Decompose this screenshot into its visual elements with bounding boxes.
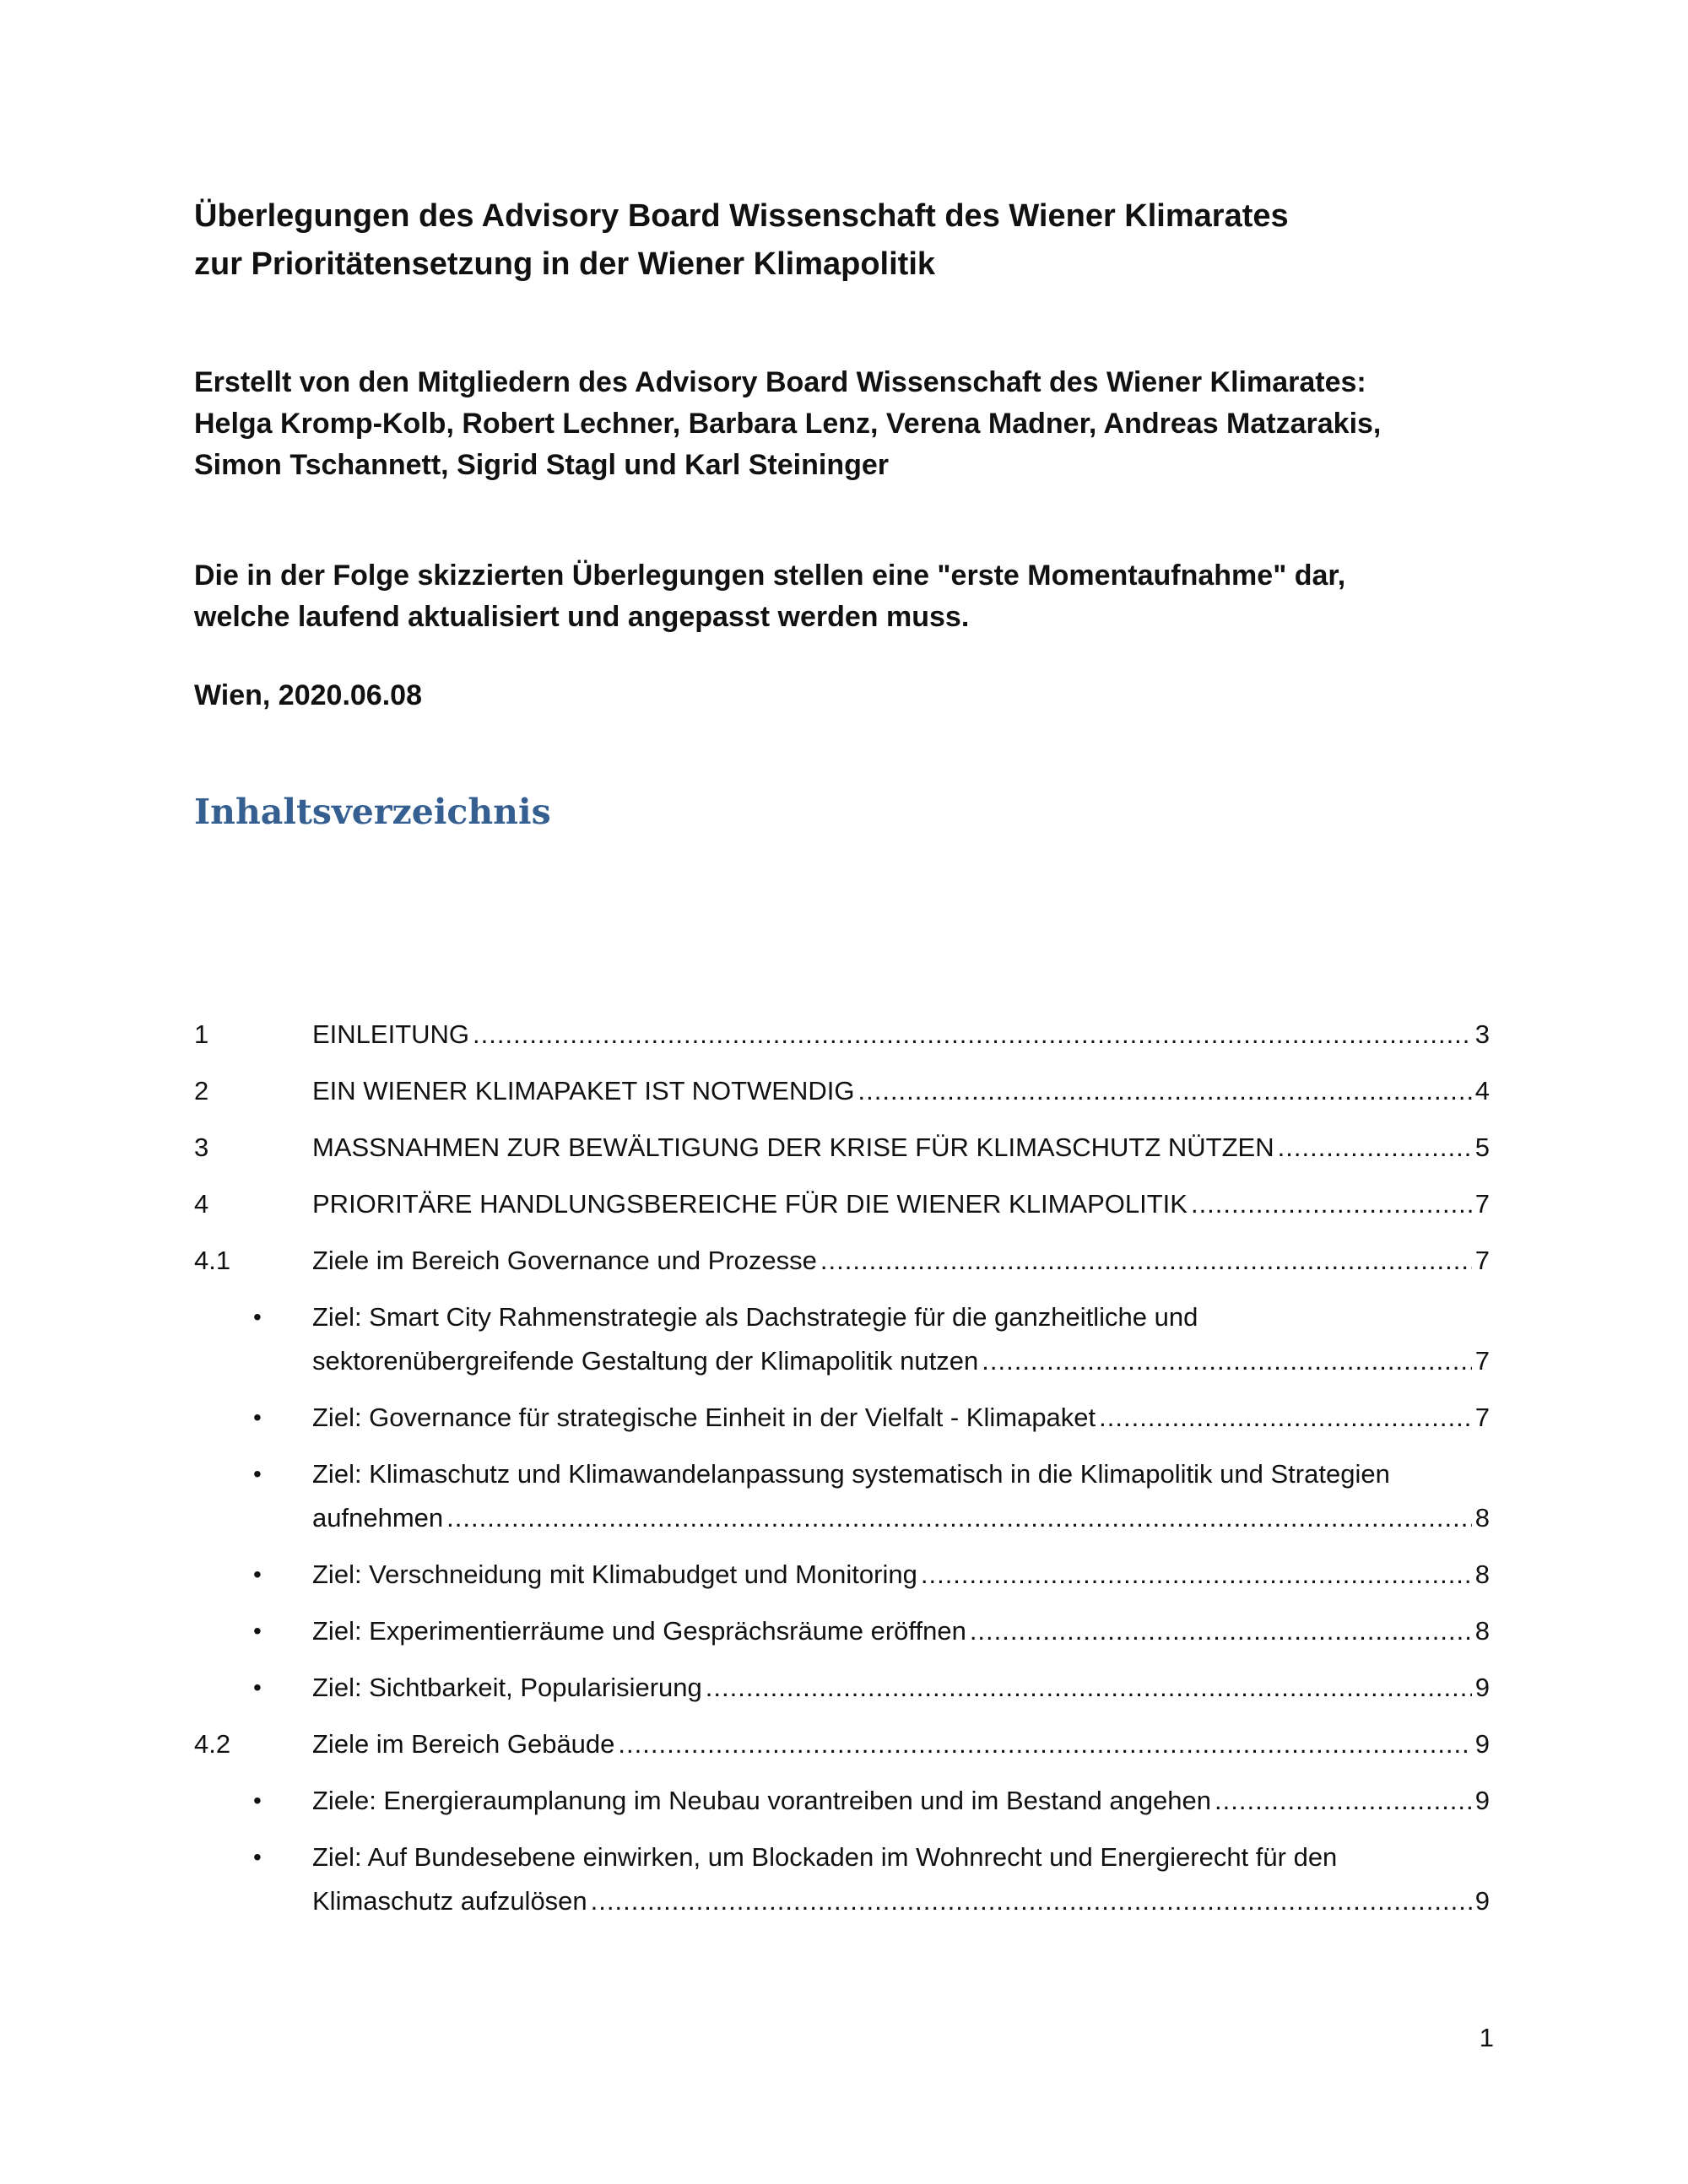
page-number: 1 [1479,2023,1494,2052]
toc-entry-line [312,1609,1490,1653]
bullet-icon: • [253,1461,262,1487]
toc-entry-number: 4 [194,1189,209,1219]
toc-entry-text[interactable]: Klimaschutz aufzulösen [312,1886,587,1916]
toc-dot-leader [706,1666,1472,1710]
bullet-icon: • [253,1404,262,1430]
toc-entry-line [312,1126,1490,1170]
toc-entry-page[interactable]: 9 [1474,1729,1490,1759]
toc-dot-leader [1191,1182,1472,1226]
toc-entry[interactable] [194,1666,1490,1710]
toc-entry-page[interactable]: 3 [1474,1019,1490,1049]
toc-entry-line [312,1182,1490,1226]
bullet-icon: • [253,1618,262,1644]
toc-entry-number: 1 [194,1019,209,1049]
document-title [194,192,1511,289]
toc-entry-body [312,1069,1490,1113]
toc-entry-page[interactable]: 5 [1474,1133,1490,1162]
bullet-icon: • [253,1787,262,1814]
toc-entry-text-first-line: Ziel: Smart City Rahmenstrategie als Dachstrategie für die ganzheitliche und [312,1302,1198,1332]
toc-entry[interactable] [194,1126,1490,1170]
toc-entry[interactable] [194,1779,1490,1823]
toc-entry[interactable] [194,1396,1490,1440]
toc-entry-text-first-line: Ziel: Auf Bundesebene einwirken, um Blockaden im Wohnrecht und Energierecht für den [312,1842,1338,1872]
toc-dot-leader [921,1553,1472,1597]
authors-block [194,362,1511,486]
toc-entry[interactable] [194,1835,1490,1923]
toc-entry-page[interactable]: 9 [1474,1886,1490,1916]
toc-entry-page[interactable]: 8 [1474,1560,1490,1589]
toc-entry-body [312,1239,1490,1283]
table-of-contents [194,1013,1490,1936]
toc-entry-number: 4.1 [194,1246,231,1275]
bullet-icon: • [253,1844,262,1870]
toc-dot-leader [591,1879,1472,1923]
toc-dot-leader [618,1722,1471,1766]
toc-entry-body [312,1609,1490,1653]
toc-entry-page[interactable]: 7 [1474,1403,1490,1432]
toc-dot-leader [820,1239,1472,1283]
toc-entry-text[interactable]: PRIORITÄRE HANDLUNGSBEREICHE FÜR DIE WIENER KLIMAPOLITIK [312,1189,1188,1219]
toc-entry-page[interactable]: 8 [1474,1503,1490,1533]
toc-entry-number: 4.2 [194,1729,231,1759]
authors-line-3: Simon Tschannett, Sigrid Stagl und Karl Steininger [194,449,890,481]
toc-entry-body [312,1722,1490,1766]
toc-entry-text[interactable]: MASSNAHMEN ZUR BEWÄLTIGUNG DER KRISE FÜR KLIMASCHUTZ NÜTZEN [312,1133,1274,1162]
toc-entry-line [312,1553,1490,1597]
authors-line-1: Erstellt von den Mitgliedern des Advisory Board Wissenschaft des Wiener Klimarates: [194,366,1366,398]
toc-entry-page[interactable]: 9 [1474,1673,1490,1702]
toc-entry-line [312,1013,1490,1057]
toc-heading: Inhaltsverzeichnis [194,792,551,832]
toc-dot-leader [1099,1396,1472,1440]
toc-entry-text[interactable]: EINLEITUNG [312,1019,470,1049]
toc-entry-text[interactable]: Ziel: Verschneidung mit Klimabudget und Monitoring [312,1560,917,1589]
toc-dot-leader [982,1339,1472,1383]
toc-entry-body [312,1182,1490,1226]
toc-entry-body [312,1666,1490,1710]
toc-entry-page[interactable]: 7 [1474,1189,1490,1219]
toc-entry-text[interactable]: sektorenübergreifende Gestaltung der Klimapolitik nutzen [312,1346,979,1376]
toc-entry-text-first-line: Ziel: Klimaschutz und Klimawandelanpassung systematisch in die Klimapolitik und Strategien [312,1459,1390,1489]
toc-entry-line [312,1722,1490,1766]
toc-entry[interactable] [194,1609,1490,1653]
toc-entry-body [312,1835,1490,1923]
bullet-icon: • [253,1674,262,1700]
bullet-icon: • [253,1304,262,1330]
toc-entry-number: 2 [194,1076,209,1106]
toc-entry[interactable] [194,1553,1490,1597]
toc-entry-text[interactable]: Ziele: Energieraumplanung im Neubau vorantreiben und im Bestand angehen [312,1786,1212,1815]
authors-line-2: Helga Kromp-Kolb, Robert Lechner, Barbara Lenz, Verena Madner, Andreas Matzarakis, [194,408,1382,440]
toc-entry-text[interactable]: Ziel: Experimentierräume und Gesprächsräume eröffnen [312,1616,966,1646]
toc-entry-text[interactable]: Ziel: Governance für strategische Einheit in der Vielfalt - Klimapaket [312,1403,1096,1432]
toc-entry-line [312,1496,1490,1540]
toc-entry-text[interactable]: Ziele im Bereich Governance und Prozesse [312,1246,817,1275]
toc-entry-text[interactable]: aufnehmen [312,1503,444,1533]
toc-entry-page[interactable]: 8 [1474,1616,1490,1646]
toc-entry-line [312,1396,1490,1440]
toc-entry[interactable] [194,1013,1490,1057]
toc-dot-leader [1278,1126,1472,1170]
toc-entry-text[interactable]: EIN WIENER KLIMAPAKET IST NOTWENDIG [312,1076,855,1106]
toc-entry-page[interactable]: 4 [1474,1076,1490,1106]
toc-entry-number: 3 [194,1133,209,1162]
toc-entry[interactable] [194,1452,1490,1540]
toc-entry-body [312,1396,1490,1440]
document-date: Wien, 2020.06.08 [194,679,422,711]
toc-entry-page[interactable]: 7 [1474,1246,1490,1275]
toc-entry-line [312,1239,1490,1283]
toc-entry-body [312,1452,1490,1540]
toc-entry-line [312,1879,1490,1923]
note-line-2: welche laufend aktualisiert und angepasst werden muss. [194,601,970,633]
toc-entry-page[interactable]: 9 [1474,1786,1490,1815]
toc-entry[interactable] [194,1182,1490,1226]
toc-entry[interactable] [194,1295,1490,1383]
toc-dot-leader [970,1609,1472,1653]
toc-entry-line [312,1069,1490,1113]
toc-entry-text[interactable]: Ziel: Sichtbarkeit, Popularisierung [312,1673,702,1702]
note-line-1: Die in der Folge skizzierten Überlegungen stellen eine "erste Momentaufnahme" dar, [194,560,1346,592]
bullet-icon: • [253,1561,262,1587]
toc-dot-leader [473,1013,1472,1057]
toc-entry-body [312,1553,1490,1597]
toc-entry-text[interactable]: Ziele im Bereich Gebäude [312,1729,615,1759]
toc-dot-leader [1215,1779,1472,1823]
toc-entry-body [312,1295,1490,1383]
toc-entry-line [312,1779,1490,1823]
toc-entry-body [312,1013,1490,1057]
toc-entry[interactable] [194,1069,1490,1113]
toc-entry[interactable] [194,1722,1490,1766]
toc-entry[interactable] [194,1239,1490,1283]
toc-entry-body [312,1779,1490,1823]
toc-entry-body [312,1126,1490,1170]
title-line-1: Überlegungen des Advisory Board Wissenschaft des Wiener Klimarates [194,198,1289,234]
toc-dot-leader [446,1496,1472,1540]
toc-dot-leader [858,1069,1471,1113]
snapshot-note [194,555,1511,638]
toc-entry-line [312,1339,1490,1383]
toc-entry-line [312,1666,1490,1710]
title-line-2: zur Prioritätensetzung in der Wiener Klimapolitik [194,246,936,282]
toc-entry-page[interactable]: 7 [1474,1346,1490,1376]
